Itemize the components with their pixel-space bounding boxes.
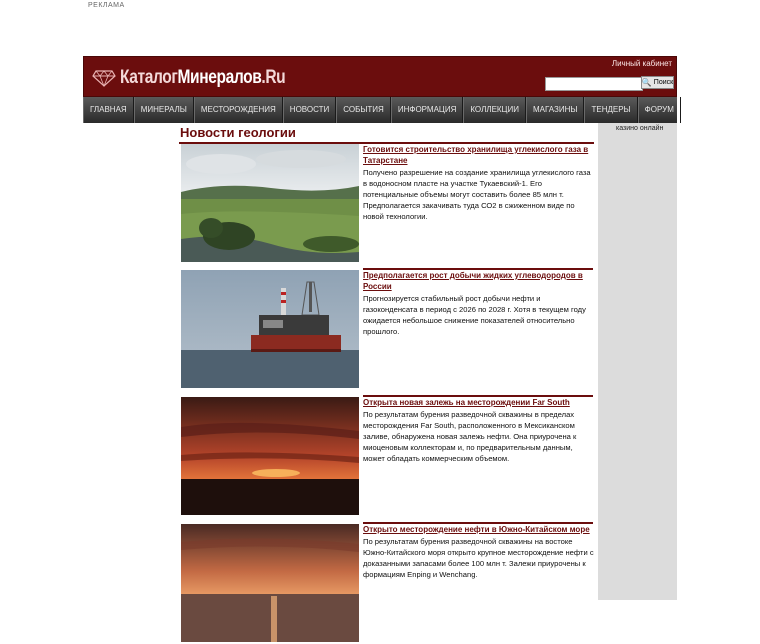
search-button[interactable] (641, 76, 674, 89)
nav-item-minerals[interactable]: МИНЕРАЛЫ (134, 97, 194, 123)
news-image[interactable] (181, 524, 359, 642)
news-image[interactable] (181, 144, 359, 262)
news-item (181, 397, 595, 517)
cabinet-link[interactable]: Личный кабинет (611, 59, 672, 68)
news-title[interactable]: Открыта новая залежь на месторождении Far South (363, 398, 570, 407)
logo-word3: .Ru (261, 67, 286, 88)
nav-item-forum[interactable]: ФОРУМ (638, 97, 681, 123)
main-nav (83, 97, 677, 123)
casino-link[interactable]: казино онлайн (616, 125, 664, 132)
main-content (179, 123, 595, 579)
search-icon: 🔍 (641, 78, 652, 87)
news-text: Получено разрешение на создание хранилища углекислого газа в водоносном пласте на участке Тукаевский-1. Его потенциальные объемы могут составить более 85 млн т. Предполагается закачивать туда СО2 в сжиженном виде по новой технологии. (363, 168, 591, 221)
search-button-label: Поиск (653, 79, 674, 86)
news-title[interactable]: Предполагается рост добычи жидких углеводородов в России (363, 271, 583, 291)
news-image[interactable] (181, 270, 359, 388)
news-image[interactable] (181, 397, 359, 515)
nav-item-tenders[interactable]: ТЕНДЕРЫ (584, 97, 637, 123)
nav-item-info[interactable]: ИНФОРМАЦИЯ (391, 97, 464, 123)
left-sidebar (83, 123, 177, 600)
search-input[interactable] (545, 77, 643, 91)
right-sidebar (598, 123, 677, 600)
site-header (83, 56, 677, 97)
nav-item-deposits[interactable]: МЕСТОРОЖДЕНИЯ (194, 97, 283, 123)
news-text: Прогнозируется стабильный рост добычи нефти и газоконденсата в период с 2026 по 2028 г. Хотя в текущем году ожидается небольшое снижение показателей относительно прошлого. (363, 294, 586, 336)
nav-item-shops[interactable]: МАГАЗИНЫ (526, 97, 584, 123)
nav-item-home[interactable]: ГЛАВНАЯ (83, 97, 134, 123)
news-text: По результатам бурения разведочной скважины на востоке Южно-Китайского моря открыто крупное месторождение нефти с доказанными запасами более 100 млн т. Залежи приурочены к формациям Enping и Wenchang. (363, 537, 594, 579)
news-text: По результатам бурения разведочной скважины в пределах месторождения Far South, расположенного в Мексиканском заливе, обнаружена новая залежь нефти. Она приурочена к миоценовым коллекторам и, по предварительным данным, может обладать коммерческим объемом. (363, 410, 577, 463)
ad-label: РЕКЛАМА (88, 2, 125, 9)
news-item (181, 144, 595, 264)
nav-item-news[interactable]: НОВОСТИ (283, 97, 336, 123)
page-title: Новости геологии (179, 123, 594, 144)
diamond-icon (92, 69, 116, 87)
news-item (181, 270, 595, 390)
news-title[interactable]: Открыто месторождение нефти в Южно-Китайском море (363, 525, 590, 534)
news-title[interactable]: Готовится строительство хранилища углекислого газа в Татарстане (363, 145, 589, 165)
logo-word1: Каталог (120, 67, 178, 88)
news-item (181, 524, 595, 644)
nav-item-collections[interactable]: КОЛЛЕКЦИИ (463, 97, 526, 123)
site-logo[interactable] (92, 67, 322, 89)
nav-item-events[interactable]: СОБЫТИЯ (336, 97, 391, 123)
logo-word2: Минералов (177, 67, 262, 88)
